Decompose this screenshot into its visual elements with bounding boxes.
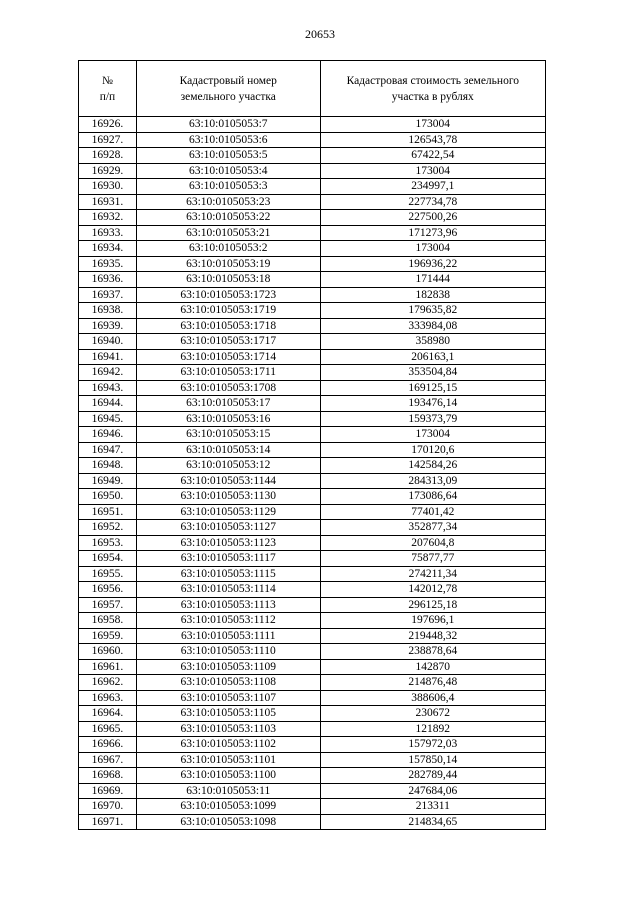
cadastral-value-cell: 388606,4 (320, 690, 545, 706)
table-row (79, 644, 546, 660)
cadastral-value-cell: 352877,34 (320, 520, 545, 536)
row-number-cell: 16931. (79, 194, 137, 210)
row-number-cell: 16936. (79, 272, 137, 288)
row-number-cell: 16955. (79, 566, 137, 582)
cadastral-number-cell: 63:10:0105053:1718 (136, 318, 320, 334)
row-number-cell: 16966. (79, 737, 137, 753)
cadastral-value-cell: 333984,08 (320, 318, 545, 334)
cadastral-value-cell: 170120,6 (320, 442, 545, 458)
cadastral-value-cell: 197696,1 (320, 613, 545, 629)
table-row (79, 783, 546, 799)
row-number-cell: 16957. (79, 597, 137, 613)
cadastral-number-cell: 63:10:0105053:1099 (136, 799, 320, 815)
table-row (79, 721, 546, 737)
row-number-cell: 16948. (79, 458, 137, 474)
table-row (79, 287, 546, 303)
cadastral-value-cell: 67422,54 (320, 148, 545, 164)
cadastral-value-cell: 182838 (320, 287, 545, 303)
cadastral-number-cell: 63:10:0105053:3 (136, 179, 320, 195)
cadastral-number-cell: 63:10:0105053:5 (136, 148, 320, 164)
row-number-cell: 16951. (79, 504, 137, 520)
cadastral-number-cell: 63:10:0105053:11 (136, 783, 320, 799)
cadastral-value-cell: 193476,14 (320, 396, 545, 412)
table-row (79, 148, 546, 164)
table-row (79, 411, 546, 427)
cadastral-value-cell: 247684,06 (320, 783, 545, 799)
row-number-cell: 16928. (79, 148, 137, 164)
cadastral-value-cell: 353504,84 (320, 365, 545, 381)
cadastral-value-cell: 213311 (320, 799, 545, 815)
cadastral-number-cell: 63:10:0105053:2 (136, 241, 320, 257)
cadastral-number-cell: 63:10:0105053:1103 (136, 721, 320, 737)
cadastral-value-cell: 157850,14 (320, 752, 545, 768)
cadastral-value-cell: 173004 (320, 163, 545, 179)
table-row (79, 303, 546, 319)
header-row-number-text: № п/п (99, 74, 116, 103)
cadastral-value-cell: 75877,77 (320, 551, 545, 567)
table-row (79, 597, 546, 613)
table-row (79, 582, 546, 598)
row-number-cell: 16941. (79, 349, 137, 365)
table-row (79, 675, 546, 691)
table-row (79, 318, 546, 334)
table-row (79, 163, 546, 179)
cadastral-value-cell: 159373,79 (320, 411, 545, 427)
cadastral-number-cell: 63:10:0105053:1130 (136, 489, 320, 505)
row-number-cell: 16954. (79, 551, 137, 567)
table-row (79, 566, 546, 582)
cadastral-number-cell: 63:10:0105053:1113 (136, 597, 320, 613)
cadastral-value-cell: 274211,34 (320, 566, 545, 582)
cadastral-number-cell: 63:10:0105053:1719 (136, 303, 320, 319)
cadastral-value-cell: 173086,64 (320, 489, 545, 505)
cadastral-number-cell: 63:10:0105053:1100 (136, 768, 320, 784)
cadastral-number-cell: 63:10:0105053:1115 (136, 566, 320, 582)
cadastral-value-cell: 173004 (320, 117, 545, 133)
row-number-cell: 16970. (79, 799, 137, 815)
cadastral-number-cell: 63:10:0105053:1129 (136, 504, 320, 520)
cadastral-value-table (78, 60, 546, 830)
row-number-cell: 16962. (79, 675, 137, 691)
cadastral-number-cell: 63:10:0105053:1114 (136, 582, 320, 598)
cadastral-value-cell: 284313,09 (320, 473, 545, 489)
row-number-cell: 16953. (79, 535, 137, 551)
table-row (79, 241, 546, 257)
header-cadastral-value-text: Кадастровая стоимость земельного участка в рублях (346, 74, 520, 103)
row-number-cell: 16969. (79, 783, 137, 799)
row-number-cell: 16927. (79, 132, 137, 148)
row-number-cell: 16947. (79, 442, 137, 458)
row-number-cell: 16945. (79, 411, 137, 427)
cadastral-value-cell: 171444 (320, 272, 545, 288)
row-number-cell: 16940. (79, 334, 137, 350)
cadastral-number-cell: 63:10:0105053:1112 (136, 613, 320, 629)
header-cadastral-number-text: Кадастровый номер земельного участка (179, 74, 277, 103)
cadastral-value-cell: 219448,32 (320, 628, 545, 644)
cadastral-number-cell: 63:10:0105053:1714 (136, 349, 320, 365)
row-number-cell: 16929. (79, 163, 137, 179)
row-number-cell: 16932. (79, 210, 137, 226)
table-row (79, 117, 546, 133)
table-row (79, 768, 546, 784)
table-row (79, 225, 546, 241)
table-row (79, 737, 546, 753)
cadastral-value-cell: 171273,96 (320, 225, 545, 241)
cadastral-value-cell: 230672 (320, 706, 545, 722)
table-row (79, 132, 546, 148)
row-number-cell: 16959. (79, 628, 137, 644)
cadastral-number-cell: 63:10:0105053:1109 (136, 659, 320, 675)
table-row (79, 551, 546, 567)
cadastral-number-cell: 63:10:0105053:1111 (136, 628, 320, 644)
cadastral-value-cell: 121892 (320, 721, 545, 737)
cadastral-number-cell: 63:10:0105053:1717 (136, 334, 320, 350)
table-row (79, 210, 546, 226)
cadastral-number-cell: 63:10:0105053:1110 (136, 644, 320, 660)
cadastral-value-cell: 227500,26 (320, 210, 545, 226)
cadastral-value-cell: 196936,22 (320, 256, 545, 272)
row-number-cell: 16937. (79, 287, 137, 303)
cadastral-number-cell: 63:10:0105053:17 (136, 396, 320, 412)
cadastral-number-cell: 63:10:0105053:18 (136, 272, 320, 288)
cadastral-value-cell: 358980 (320, 334, 545, 350)
row-number-cell: 16952. (79, 520, 137, 536)
header-row-number (79, 61, 137, 117)
row-number-cell: 16938. (79, 303, 137, 319)
table-row (79, 799, 546, 815)
cadastral-value-cell: 173004 (320, 241, 545, 257)
cadastral-number-cell: 63:10:0105053:1127 (136, 520, 320, 536)
cadastral-number-cell: 63:10:0105053:1144 (136, 473, 320, 489)
header-cadastral-value (320, 61, 545, 117)
cadastral-value-cell: 238878,64 (320, 644, 545, 660)
table-body (79, 117, 546, 830)
table-row (79, 659, 546, 675)
cadastral-value-cell: 179635,82 (320, 303, 545, 319)
cadastral-value-cell: 282789,44 (320, 768, 545, 784)
cadastral-value-cell: 142012,78 (320, 582, 545, 598)
table-row (79, 504, 546, 520)
table-row (79, 690, 546, 706)
cadastral-number-cell: 63:10:0105053:1723 (136, 287, 320, 303)
cadastral-number-cell: 63:10:0105053:1107 (136, 690, 320, 706)
table-row (79, 458, 546, 474)
row-number-cell: 16935. (79, 256, 137, 272)
row-number-cell: 16943. (79, 380, 137, 396)
table-row (79, 349, 546, 365)
cadastral-value-cell: 173004 (320, 427, 545, 443)
cadastral-number-cell: 63:10:0105053:1117 (136, 551, 320, 567)
cadastral-number-cell: 63:10:0105053:1708 (136, 380, 320, 396)
cadastral-number-cell: 63:10:0105053:1102 (136, 737, 320, 753)
cadastral-value-cell: 296125,18 (320, 597, 545, 613)
table-row (79, 365, 546, 381)
table-header-row (79, 61, 546, 117)
cadastral-value-cell: 214834,65 (320, 814, 545, 830)
row-number-cell: 16934. (79, 241, 137, 257)
cadastral-number-cell: 63:10:0105053:7 (136, 117, 320, 133)
table-row (79, 628, 546, 644)
cadastral-value-cell: 142870 (320, 659, 545, 675)
cadastral-number-cell: 63:10:0105053:1711 (136, 365, 320, 381)
header-cadastral-number (136, 61, 320, 117)
row-number-cell: 16942. (79, 365, 137, 381)
row-number-cell: 16944. (79, 396, 137, 412)
cadastral-number-cell: 63:10:0105053:1098 (136, 814, 320, 830)
row-number-cell: 16964. (79, 706, 137, 722)
row-number-cell: 16968. (79, 768, 137, 784)
row-number-cell: 16939. (79, 318, 137, 334)
cadastral-value-cell: 234997,1 (320, 179, 545, 195)
cadastral-value-cell: 206163,1 (320, 349, 545, 365)
row-number-cell: 16967. (79, 752, 137, 768)
table-row (79, 194, 546, 210)
cadastral-number-cell: 63:10:0105053:1123 (136, 535, 320, 551)
cadastral-number-cell: 63:10:0105053:6 (136, 132, 320, 148)
cadastral-number-cell: 63:10:0105053:19 (136, 256, 320, 272)
row-number-cell: 16965. (79, 721, 137, 737)
table-row (79, 535, 546, 551)
row-number-cell: 16946. (79, 427, 137, 443)
cadastral-value-cell: 227734,78 (320, 194, 545, 210)
row-number-cell: 16933. (79, 225, 137, 241)
row-number-cell: 16956. (79, 582, 137, 598)
table-row (79, 427, 546, 443)
cadastral-number-cell: 63:10:0105053:1105 (136, 706, 320, 722)
cadastral-number-cell: 63:10:0105053:23 (136, 194, 320, 210)
cadastral-number-cell: 63:10:0105053:14 (136, 442, 320, 458)
table-row (79, 489, 546, 505)
table-row (79, 179, 546, 195)
table-row (79, 752, 546, 768)
table-row (79, 272, 546, 288)
cadastral-number-cell: 63:10:0105053:4 (136, 163, 320, 179)
table-row (79, 442, 546, 458)
cadastral-number-cell: 63:10:0105053:1101 (136, 752, 320, 768)
cadastral-value-cell: 214876,48 (320, 675, 545, 691)
row-number-cell: 16958. (79, 613, 137, 629)
table-row (79, 396, 546, 412)
table-row (79, 256, 546, 272)
row-number-cell: 16961. (79, 659, 137, 675)
row-number-cell: 16949. (79, 473, 137, 489)
table-row (79, 814, 546, 830)
row-number-cell: 16960. (79, 644, 137, 660)
cadastral-value-cell: 207604,8 (320, 535, 545, 551)
cadastral-number-cell: 63:10:0105053:21 (136, 225, 320, 241)
cadastral-number-cell: 63:10:0105053:12 (136, 458, 320, 474)
row-number-cell: 16963. (79, 690, 137, 706)
table-row (79, 473, 546, 489)
cadastral-number-cell: 63:10:0105053:1108 (136, 675, 320, 691)
row-number-cell: 16950. (79, 489, 137, 505)
cadastral-value-cell: 142584,26 (320, 458, 545, 474)
table-row (79, 380, 546, 396)
table-row (79, 334, 546, 350)
cadastral-value-cell: 157972,03 (320, 737, 545, 753)
row-number-cell: 16930. (79, 179, 137, 195)
cadastral-number-cell: 63:10:0105053:16 (136, 411, 320, 427)
cadastral-number-cell: 63:10:0105053:22 (136, 210, 320, 226)
table-row (79, 520, 546, 536)
cadastral-value-cell: 169125,15 (320, 380, 545, 396)
cadastral-value-cell: 77401,42 (320, 504, 545, 520)
row-number-cell: 16971. (79, 814, 137, 830)
page-number: 20653 (305, 27, 335, 41)
cadastral-number-cell: 63:10:0105053:15 (136, 427, 320, 443)
row-number-cell: 16926. (79, 117, 137, 133)
cadastral-value-cell: 126543,78 (320, 132, 545, 148)
table-row (79, 706, 546, 722)
table-row (79, 613, 546, 629)
